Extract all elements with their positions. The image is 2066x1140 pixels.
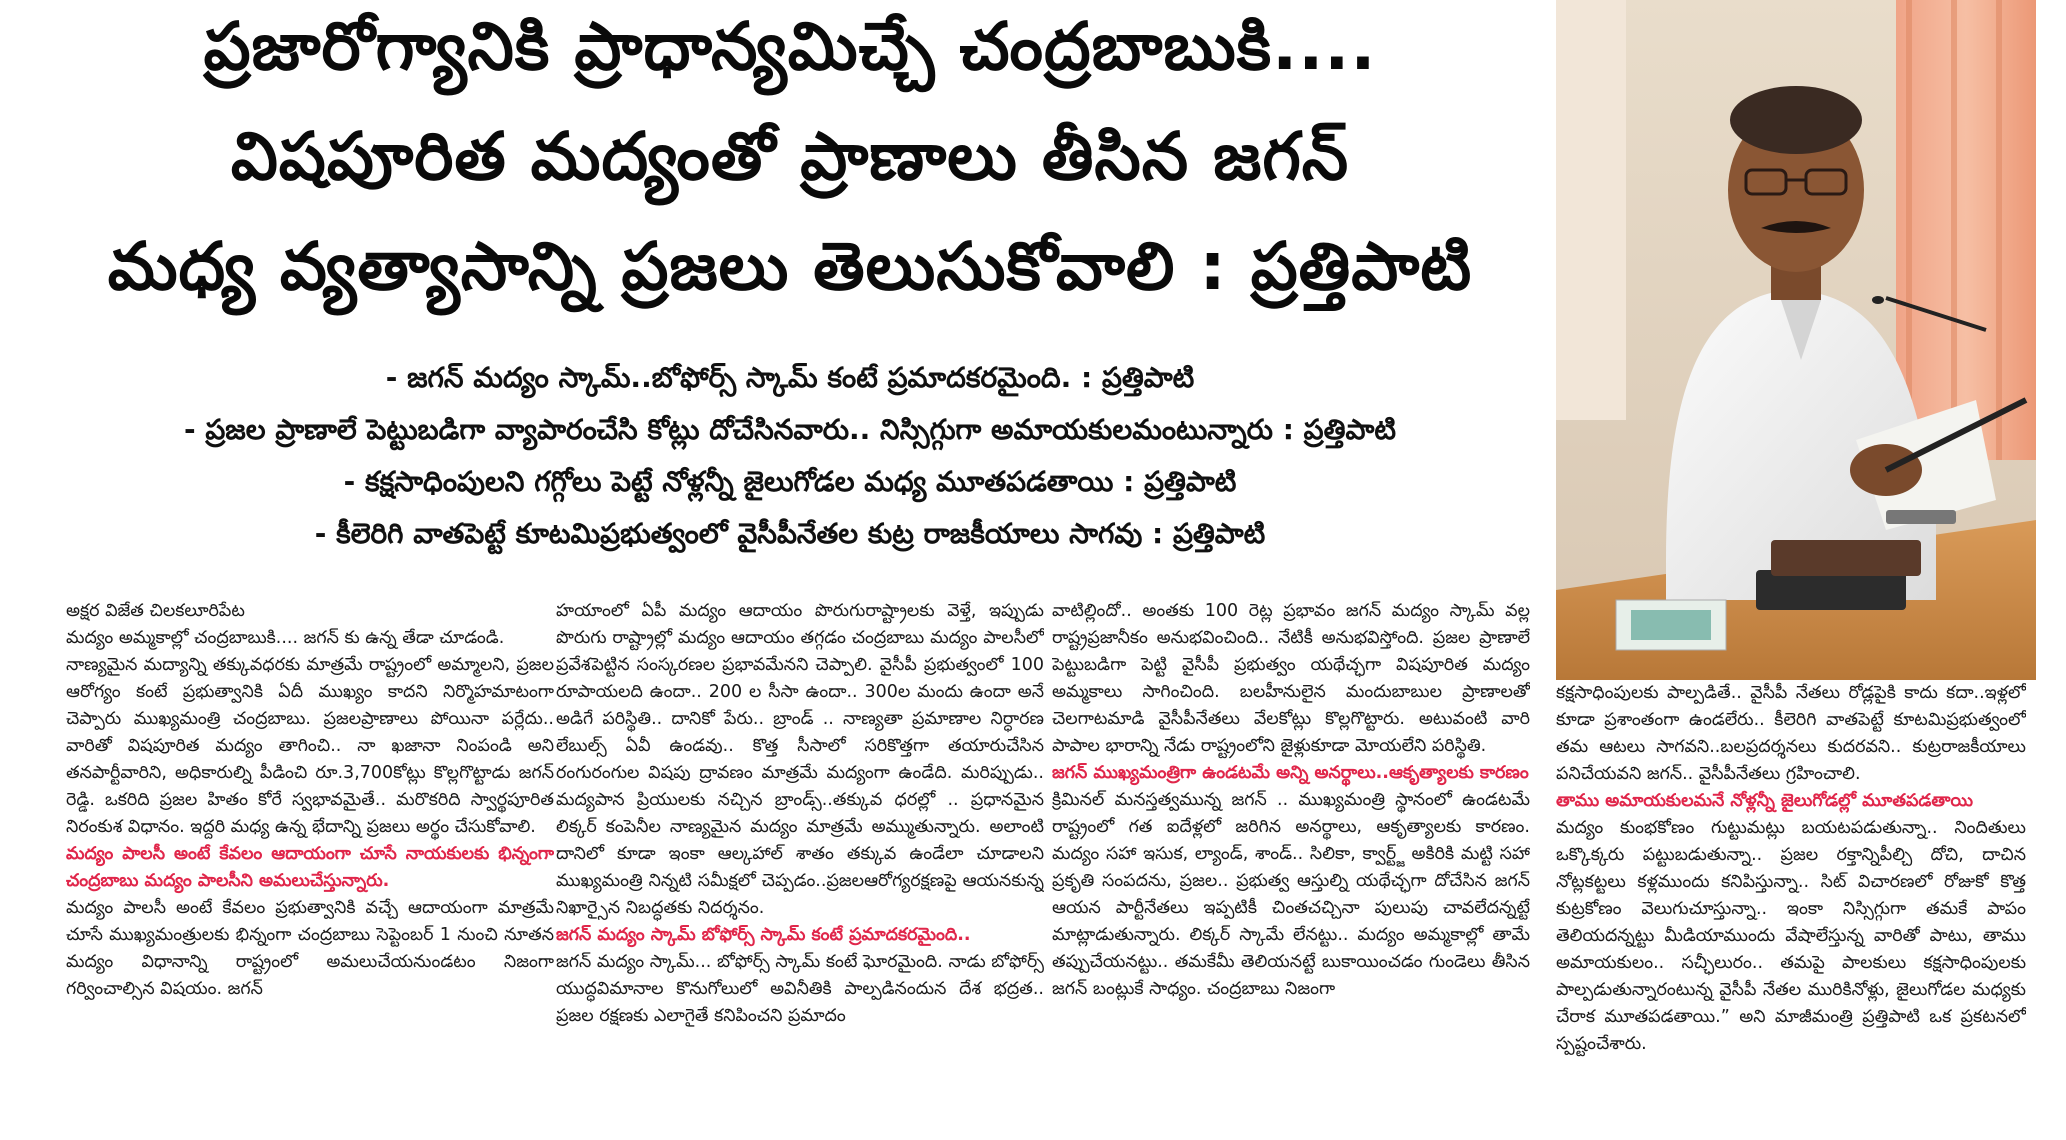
section-subheading: మద్యం పాలసీ అంటే కేవలం ఆదాయంగా చూసే నాయకులకు భిన్నంగా చంద్రబాబు మద్యం పాలసీని అమలుచేస్తున్నారు. [66,844,554,891]
article-column-3 [1052,598,1530,1003]
subheading-3: - కక్షసాధింపులని గగ్గోలు పెట్టే నోళ్లన్నీ జైలుగోడల మధ్య మూతపడతాయి : ప్రత్తిపాటి [343,465,1237,498]
paragraph: కక్షసాధింపులకు పాల్పడితే.. వైసీపీ నేతలు రోడ్లపైకి కాదు కదా..ఇళ్లలో కూడా ప్రశాంతంగా ఉండలేరు.. కీలెరిగి వాతపెట్టే కూటమిప్రభుత్వంలో తమ ఆటలు సాగవని..బలప్రదర్శనలు కుదరవని.. కుట్రరాజకీయాలు పనిచేయవని జగన్.. వైసీపీనేతలు గ్రహించాలి. [1556,683,2026,784]
article-column-4 [1556,680,2026,1058]
speaker-photo [1556,0,2036,680]
article-column-2 [556,598,1044,1030]
paragraph: నాణ్యమైన మద్యాన్ని తక్కువధరకు మాత్రమే రాష్ట్రంలో అమ్మాలని, ప్రజల ఆరోగ్యం కంటే ప్రభుత్వానికి ఏదీ ముఖ్యం కాదని నిర్మొహమాటంగా చెప్పారు ముఖ్యమంత్రి చంద్రబాబు. ప్రజలప్రాణాలు పోయినా పర్లేదు.. వారితో విషపూరిత మద్యం తాగించి.. నా ఖజానా నింపండి అని తనపార్టీవారిని, అధికారుల్ని పీడించి రూ.3,700కోట్లు కొల్లగొట్టాడు జగన్ రెడ్డి. ఒకరిది ప్రజల హితం కోరే స్వభావమైతే.. మరొకరిది స్వార్థపూరిత నిరంకుశ విధానం. ఇద్దరి మధ్య ఉన్న భేదాన్ని ప్రజలు అర్థం చేసుకోవాలి. [66,655,554,837]
paragraph: హయాంలో ఏపీ మద్యం ఆదాయం పొరుగురాష్ట్రాలకు వెళ్తే, ఇప్పుడు పొరుగు రాష్ట్రాల్లో మద్యం ఆదాయం తగ్గడం చంద్రబాబు మద్యం పాలసీలో ప్రవేశపెట్టిన సంస్కరణల ప్రభావమేనని చెప్పాలి. వైసీపీ ప్రభుత్వంలో 100 రూపాయలది ఉందా.. 200 ల సీసా ఉందా.. 300ల మందు ఉందా అనే అడిగే పరిస్థితి.. దానికో పేరు.. బ్రాండ్ .. నాణ్యతా ప్రమాణాల నిర్ధారణ లేబుల్స్ ఏవీ ఉండవు.. కొత్త సీసాలో సరికొత్తగా తయారుచేసిన రంగురంగుల విషపు ద్రావణం మాత్రమే మద్యంగా ఉండేది. మరిప్పుడు.. మద్యపాన ప్రియులకు నచ్చిన బ్రాండ్స్..తక్కువ ధరల్లో .. ప్రధానమైన లిక్కర్ కంపెనీల నాణ్యమైన మద్యం మాత్రమే అమ్ముతున్నారు. అలాంటి దానిలో కూడా ఇంకా ఆల్కహాల్ శాతం తక్కువ ఉండేలా చూడాలని ముఖ్యమంత్రి నిన్నటి సమీక్షలో చెప్పడం..ప్రజలఆరోగ్యరక్షణపై ఆయనకున్న నిఖార్సైన నిబద్ధతకు నిదర్శనం. [556,601,1044,918]
dateline: అక్షర విజేత చిలకలూరిపేట [66,601,245,621]
paragraph: మద్యం కుంభకోణం గుట్టుమట్లు బయటపడుతున్నా.. నిందితులు ఒక్కొక్కరు పట్టుబడుతున్నా.. ప్రజల రక్తాన్నిపీల్చి దోచి, దాచిన నోట్లకట్టలు కళ్లముందు కనిపిస్తున్నా.. సిట్ విచారణలో రోజుకో కొత్త కుట్రకోణం వెలుగుచూస్తున్నా.. ఇంకా నిస్సిగ్గుగా తమకే పాపం తెలియదన్నట్టు మీడియాముందు వేషాలేస్తున్న వారితో పాటు, తాము అమాయకులం.. సచ్ఛీలురం.. తమపై పాలకులు కక్షసాధింపులకు పాల్పడుతున్నారంటున్న వైసీపీ నేతల మురికినోళ్లు, జైలుగోడల మధ్యకు చేరాక మూతపడతాయి.” అని మాజీమంత్రి ప్రత్తిపాటి ఒక ప్రకటనలో స్పష్టంచేశారు. [1556,818,2026,1054]
paragraph: మద్యం పాలసీ అంటే కేవలం ప్రభుత్వానికి వచ్చే ఆదాయంగా మాత్రమే చూసే ముఖ్యమంత్రులకు భిన్నంగా చంద్రబాబు సెప్టెంబర్ 1 నుంచి నూతన మద్యం విధానాన్ని రాష్ట్రంలో అమలుచేయనుండటం నిజంగా గర్వించాల్సిన విషయం. జగన్ [66,898,554,999]
paragraph: మద్యం అమ్మకాల్లో చంద్రబాబుకి.... జగన్ కు ఉన్న తేడా చూడండి. [66,628,505,648]
paragraph: క్రిమినల్ మనస్తత్వమున్న జగన్ .. ముఖ్యమంత్రి స్థానంలో ఉండటమే రాష్ట్రంలో గత ఐదేళ్లలో జరిగిన అనర్థాలు, ఆకృత్యాలకు కారణం. మద్యం సహా ఇసుక, ల్యాండ్, శాండ్.. సిలికా, క్వార్ట్జ్ అకిరికి మట్టి సహా ప్రకృతి సంపదను, ప్రజల.. ప్రభుత్వ ఆస్తుల్ని యథేచ్ఛగా దోచేసిన జగన్ ఆయన పార్టీనేతలు ఇప్పటికీ చింతచచ్చినా పులుపు చావలేదన్నట్టే మాట్లాడుతున్నారు. లిక్కర్ స్కామే లేనట్టు.. మద్యం అమ్మకాల్లో తామే తప్పుచేయనట్టు.. తమకేమీ తెలియనట్టే బుకాయించడం గుండెలు తీసిన జగన్ బంట్లుకే సాధ్యం. చంద్రబాబు నిజంగా [1052,790,1530,999]
headline-line-3: మధ్య వ్యత్యాసాన్ని ప్రజలు తెలుసుకోవాలి : ప్రత్తిపాటి [107,228,1473,305]
paragraph: వాటిల్లిందో.. అంతకు 100 రెట్ల ప్రభావం జగన్ మద్యం స్కామ్ వల్ల రాష్ట్రప్రజానీకం అనుభవించింది.. నేటికీ అనుభవిస్తోంది. ప్రజల ప్రాణాలే పెట్టుబడిగా పెట్టి వైసీపీ ప్రభుత్వం యథేచ్ఛగా విషపూరిత మద్యం అమ్మకాలు సాగించింది. బలహీనులైన మందుబాబుల ప్రాణాలతో చెలగాటమాడి వైసీపీనేతలు వేలకోట్లు కొల్లగొట్టారు. అటువంటి వారి పాపాల భారాన్ని నేడు రాష్ట్రంలోని జైళ్లుకూడా మోయలేని పరిస్థితి. [1052,601,1530,756]
headline-line-2: విషపూరిత మద్యంతో ప్రాణాలు తీసిన జగన్ [230,118,1350,195]
article-column-1 [66,598,554,1003]
section-subheading: జగన్ మద్యం స్కామ్ బోఫోర్స్ స్కామ్ కంటే ప్రమాదకరమైంది.. [556,925,971,945]
subheading-1: - జగన్ మద్యం స్కామ్..బోఫోర్స్ స్కామ్ కంటే ప్రమాదకరమైంది. : ప్రత్తిపాటి [385,361,1195,394]
subheading-4: - కీలెరిగి వాతపెట్టే కూటమిప్రభుత్వంలో వైసీపీనేతల కుట్ర రాజకీయాలు సాగవు : ప్రత్తిపాటి [314,517,1266,550]
headline-line-1: ప్రజారోగ్యానికి ప్రాధాన్యమిచ్చే చంద్రబాబుకి.... [203,8,1377,85]
subheadings [40,352,1540,560]
subheading-2: - ప్రజల ప్రాణాలే పెట్టుబడిగా వ్యాపారంచేసి కోట్లు దోచేసినవారు.. నిస్సిగ్గుగా అమాయకులమంటున్నారు : ప్రత్తిపాటి [184,413,1396,446]
paragraph: జగన్ మద్యం స్కామ్... బోఫోర్స్ స్కామ్ కంటే ఘోరమైంది. నాడు బోఫోర్స్ యుద్ధవిమానాల కొనుగోలులో అవినీతికి పాల్పడినందున దేశ భద్రత.. ప్రజల రక్షణకు ఎలాగైతే కనిపించని ప్రమాదం [556,952,1044,1026]
section-subheading: తాము అమాయకులమనే నోళ్లన్నీ జైలుగోడల్లో మూతపడతాయి [1556,791,1973,811]
section-subheading: జగన్ ముఖ్యమంత్రిగా ఉండటమే అన్ని అనర్థాలు..ఆకృత్యాలకు కారణం [1052,763,1529,783]
speaker-photo-illustration [1556,0,2036,680]
